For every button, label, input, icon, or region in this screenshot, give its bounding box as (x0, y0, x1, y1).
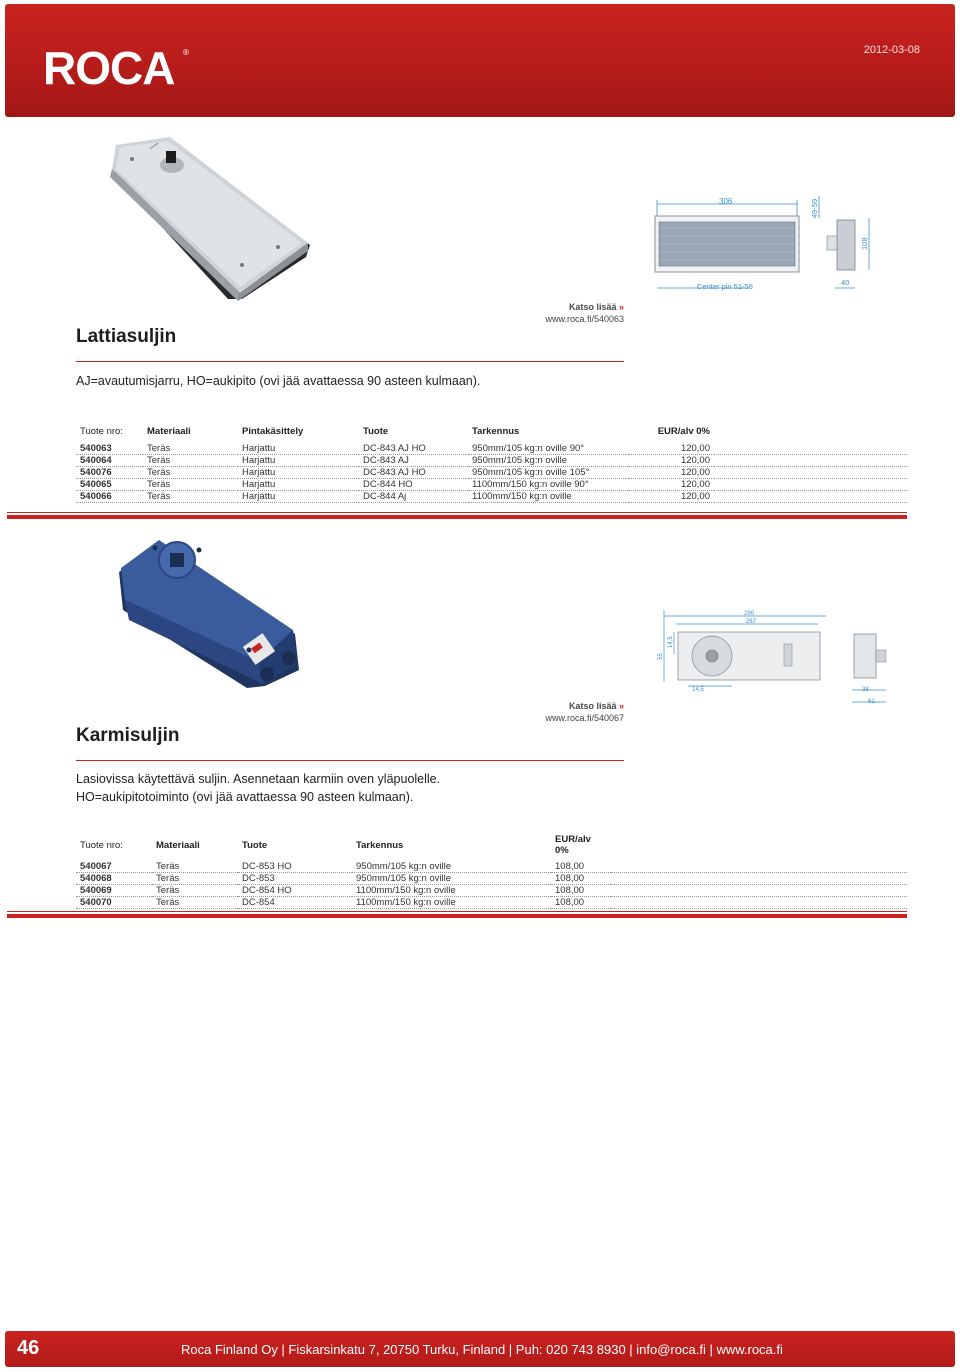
description-line: Lasiovissa käytettävä suljin. Asennetaan karmiin oven yläpuolelle. (76, 772, 441, 786)
dim-top-2: 267 (746, 619, 757, 625)
section-description: AJ=avautumisjarru, HO=aukipito (ovi jää avattaessa 90 asteen kulmaan). (76, 374, 481, 388)
product-number: 540064 (76, 455, 143, 467)
material: Teräs (143, 491, 238, 503)
section-divider (76, 361, 624, 362)
table-row (76, 467, 907, 479)
table-row (76, 443, 907, 455)
product-table-lattiasuljin (76, 424, 907, 503)
price: 108,00 (551, 897, 611, 909)
price: 120,00 (628, 491, 714, 503)
dim-center-pin: Center pin 51-58 (697, 282, 753, 291)
product-number: 540068 (76, 873, 152, 885)
table-row (76, 455, 907, 467)
dim-top-1: 290 (744, 611, 755, 617)
product-table-karmisuljin (76, 834, 907, 909)
finish: Harjattu (238, 455, 359, 467)
column-header: Tarkennus (356, 839, 404, 851)
section-band-line (7, 911, 907, 912)
table-header-row (76, 424, 907, 443)
page-header (5, 4, 955, 117)
product-number: 540066 (76, 491, 143, 503)
column-header: Tuote nro: (80, 839, 123, 851)
document-date: 2012-03-08 (863, 44, 920, 56)
table-row (76, 861, 907, 873)
material: Teräs (152, 861, 238, 873)
specification: 1100mm/150 kg:n oville (352, 885, 551, 897)
section-description (76, 770, 440, 806)
product-number: 540063 (76, 443, 143, 455)
description-line: HO=aukipitotoiminto (ovi jää avattaessa 90 asteen kulmaan). (76, 790, 414, 804)
more-info-link[interactable] (470, 700, 624, 724)
logo-text: ROCA (43, 42, 175, 90)
price: 108,00 (551, 885, 611, 897)
table-row (76, 885, 907, 897)
product: DC-854 (238, 897, 352, 909)
section-title-karmisuljin: Karmisuljin (76, 725, 180, 746)
finish: Harjattu (238, 491, 359, 503)
material: Teräs (143, 443, 238, 455)
column-header: Tarkennus (472, 425, 520, 437)
more-info-label: Katso lisää (568, 302, 617, 312)
product: DC-854 HO (238, 885, 352, 897)
table-row (76, 479, 907, 491)
product: DC-844 HO (359, 479, 468, 491)
specification: 950mm/105 kg:n oville (468, 455, 628, 467)
table-row (76, 873, 907, 885)
finish: Harjattu (238, 443, 359, 455)
specification: 950mm/105 kg:n oville 105° (468, 467, 628, 479)
dim-side: 108 (860, 237, 869, 250)
more-info-link[interactable] (470, 301, 624, 325)
price: 120,00 (628, 467, 714, 479)
company-contact-line: Roca Finland Oy | Fiskarsinkatu 7, 20750 Turku, Finland | Puh: 020 743 8930 | info@roca.fi | www.roca.fi (181, 1342, 783, 1357)
column-header: Tuote nro: (80, 425, 123, 437)
specification: 1100mm/150 kg:n oville (352, 897, 551, 909)
table-row (76, 491, 907, 503)
product: DC-853 (238, 873, 352, 885)
product: DC-844 Aj (359, 491, 468, 503)
specification: 950mm/105 kg:n oville 90° (468, 443, 628, 455)
page-number: 46 (17, 1337, 40, 1359)
frame-closer-photo (115, 538, 305, 693)
dim-left-2: 14,5 (668, 636, 674, 648)
dim-right-1: 38 (862, 687, 869, 693)
dim-right-2: 61 (868, 699, 875, 705)
column-header: EUR/alv 0% (555, 834, 591, 856)
price: 108,00 (551, 873, 611, 885)
dim-bottom: 14,5 (692, 687, 704, 693)
section-band (7, 515, 907, 519)
more-info-url[interactable]: www.roca.fi/540063 (545, 314, 624, 324)
product-number: 540070 (76, 897, 152, 909)
specification: 1100mm/150 kg:n oville 90° (468, 479, 628, 491)
section-band (7, 914, 907, 918)
material: Teräs (152, 885, 238, 897)
table-row (76, 897, 907, 909)
dim-width: 40 (841, 278, 850, 287)
product-number: 540067 (76, 861, 152, 873)
section-divider (76, 760, 624, 761)
price: 120,00 (628, 455, 714, 467)
price: 120,00 (628, 443, 714, 455)
specification: 950mm/105 kg:n oville (352, 861, 551, 873)
table-header-row (76, 834, 907, 861)
product: DC-853 HO (238, 861, 352, 873)
column-header: Materiaali (147, 425, 191, 437)
material: Teräs (152, 873, 238, 885)
column-header: EUR/alv 0% (657, 425, 710, 437)
page-footer (5, 1331, 955, 1367)
product: DC-843 AJ HO (359, 467, 468, 479)
section-band-line (7, 512, 907, 513)
more-info-url[interactable]: www.roca.fi/540067 (545, 713, 624, 723)
material: Teräs (143, 455, 238, 467)
material: Teräs (143, 467, 238, 479)
finish: Harjattu (238, 467, 359, 479)
product-number: 540076 (76, 467, 143, 479)
specification: 950mm/105 kg:n oville (352, 873, 551, 885)
product-number: 540065 (76, 479, 143, 491)
column-header: Pintakäsittely (242, 425, 304, 437)
material: Teräs (143, 479, 238, 491)
product: DC-843 AJ HO (359, 443, 468, 455)
column-header: Tuote (242, 839, 268, 851)
more-info-arrow-icon: » (618, 302, 624, 312)
dim-left-1: 55 (658, 653, 664, 660)
product: DC-843 AJ (359, 455, 468, 467)
floor-closer-photo (110, 135, 320, 305)
material: Teräs (152, 897, 238, 909)
column-header: Materiaali (156, 839, 200, 851)
column-header: Tuote (363, 425, 389, 437)
frame-closer-drawing (652, 606, 892, 706)
roca-logo (43, 42, 193, 90)
more-info-arrow-icon: » (618, 701, 624, 711)
specification: 1100mm/150 kg:n oville (468, 491, 628, 503)
price: 120,00 (628, 479, 714, 491)
price: 108,00 (551, 861, 611, 873)
section-title-lattiasuljin: Lattiasuljin (76, 326, 177, 347)
product-number: 540069 (76, 885, 152, 897)
dim-height: 49-59 (810, 198, 819, 218)
finish: Harjattu (238, 479, 359, 491)
more-info-label: Katso lisää (568, 701, 617, 711)
floor-closer-drawing (645, 192, 875, 292)
dim-length: 306 (719, 197, 733, 206)
registered-mark-icon: ® (183, 48, 189, 57)
